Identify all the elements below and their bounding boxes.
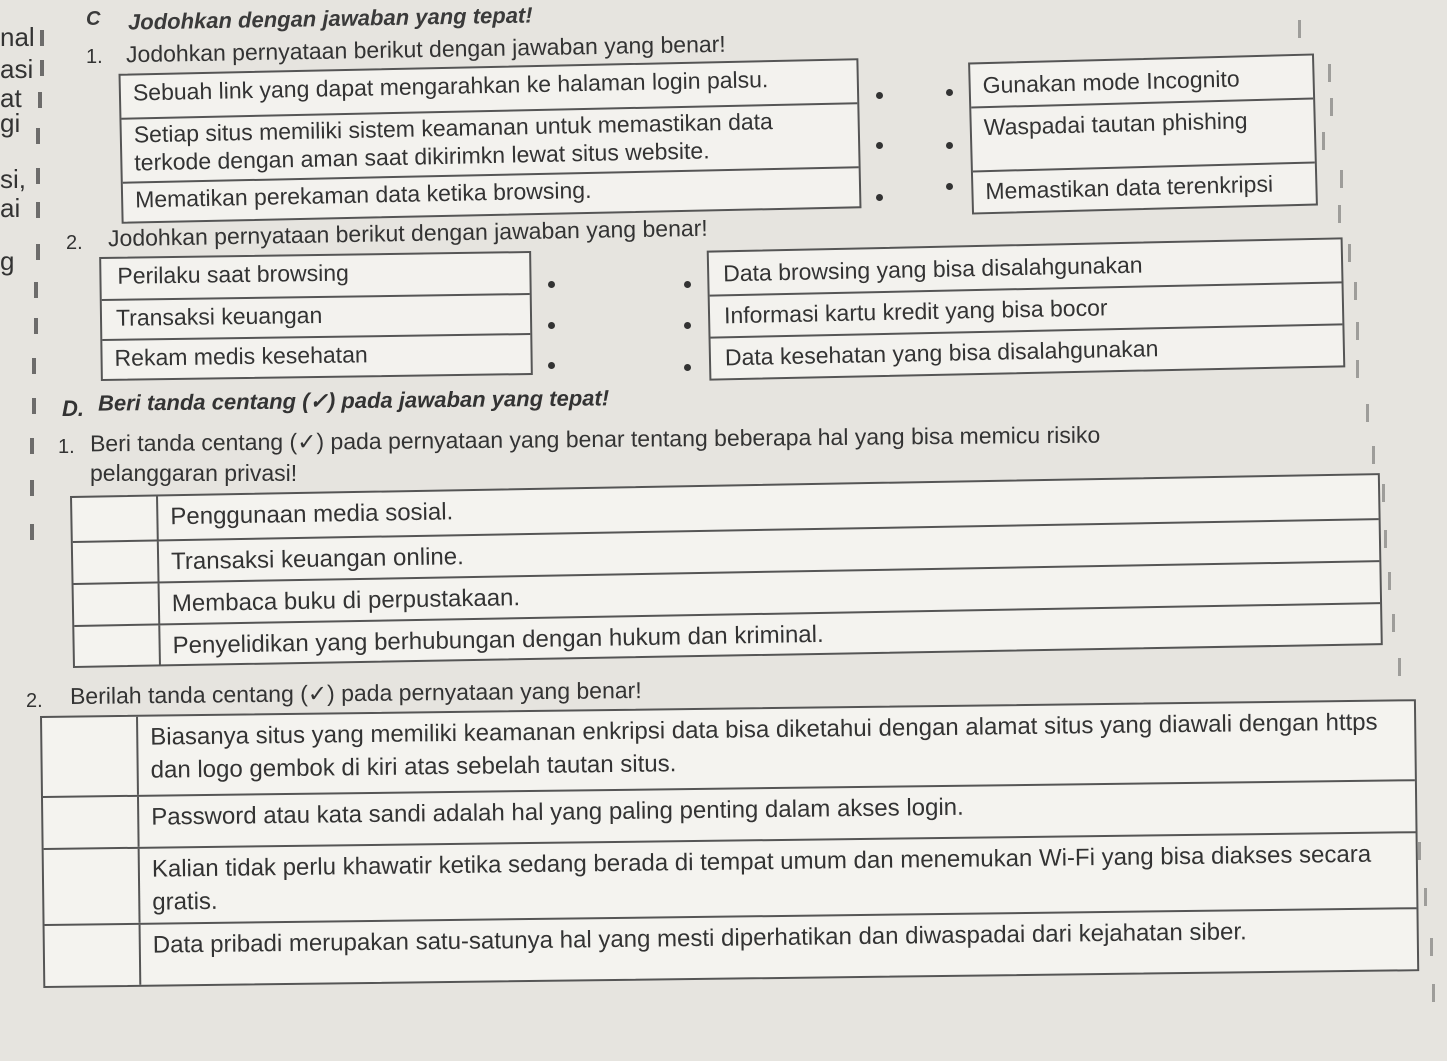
- match-dot[interactable]: [684, 281, 691, 288]
- gutter-mark: [32, 358, 36, 374]
- matching-left-item: Mematikan perekaman data ketika browsing.: [134, 176, 592, 213]
- edge-mark: [1356, 322, 1359, 340]
- matching-left-item: Rekam medis kesehatan: [114, 341, 368, 371]
- checklist-table: [70, 473, 1383, 668]
- question-instruction-cont: pelanggaran privasi!: [90, 460, 298, 486]
- statement-text: Penyelidikan yang berhubungan dengan hukum dan kriminal.: [172, 620, 824, 660]
- margin-fragment: at: [0, 83, 22, 113]
- question-number: 2.: [26, 690, 43, 712]
- statement-text: Data pribadi merupakan satu-satunya hal yang mesti diperhatikan dan diwaspadai dari kejahatan siber.: [152, 918, 1247, 959]
- matching-right-item: Data kesehatan yang bisa disalahgunakan: [724, 335, 1159, 371]
- match-dot[interactable]: [946, 183, 953, 190]
- margin-fragment: g: [0, 246, 15, 276]
- statement-text: Penggunaan media sosial.: [170, 498, 454, 531]
- gutter-mark: [38, 92, 42, 108]
- matching-left-box: [119, 58, 862, 223]
- gutter-mark: [36, 128, 40, 144]
- checkbox-cell[interactable]: [74, 625, 161, 665]
- statement-text: Password atau kata sandi adalah hal yang paling penting dalam akses login.: [151, 793, 964, 831]
- checkbox-cell[interactable]: [42, 717, 139, 796]
- edge-mark: [1424, 888, 1427, 906]
- edge-mark: [1388, 572, 1391, 590]
- matching-right-item: Gunakan mode Incognito: [970, 56, 1313, 109]
- section-letter: D.: [62, 396, 84, 421]
- match-dot[interactable]: [548, 362, 555, 369]
- question-instruction: Beri tanda centang (✓) pada pernyataan yang benar tentang beberapa hal yang bisa memicu risiko: [89, 421, 1101, 457]
- match-dot[interactable]: [946, 89, 953, 96]
- question-number: 1.: [58, 436, 75, 458]
- matching-right-item: Informasi kartu kredit yang bisa bocor: [710, 283, 1343, 338]
- gutter-mark: [30, 480, 34, 496]
- matching-right-item: Waspadai tautan phishing: [971, 100, 1315, 173]
- gutter-mark: [40, 60, 44, 76]
- edge-mark: [1348, 244, 1351, 262]
- section-title: Beri tanda centang (✓) pada jawaban yang tepat!: [97, 385, 610, 416]
- edge-mark: [1372, 446, 1375, 464]
- matching-left-item: Sebuah link yang dapat mengarahkan ke halaman login palsu.: [121, 60, 858, 119]
- edge-mark: [1384, 530, 1387, 548]
- margin-fragment: si,: [0, 164, 26, 194]
- question-instruction: Jodohkan pernyataan berikut dengan jawaban yang benar!: [107, 214, 708, 252]
- statement-text: Transaksi keuangan online.: [170, 543, 464, 576]
- gutter-mark: [40, 30, 44, 46]
- matching-left-box: [99, 251, 533, 381]
- gutter-mark: [32, 398, 36, 414]
- edge-mark: [1338, 205, 1341, 223]
- question-instruction: Jodohkan pernyataan berikut dengan jawaban yang benar!: [125, 30, 726, 68]
- edge-mark: [1392, 614, 1395, 632]
- matching-left-item: Setiap situs memiliki sistem keamanan untuk memastikan data terkode dengan aman saat dikirimkn lewat situs website.: [121, 104, 858, 183]
- checklist-table: [40, 699, 1419, 988]
- statement-text: Kalian tidak perlu khawatir ketika sedang berada di tempat umum dan menemukan Wi-Fi yang bisa diakses secara gratis.: [151, 840, 1372, 916]
- question-number: 2.: [66, 232, 83, 254]
- match-dot[interactable]: [684, 322, 691, 329]
- edge-mark: [1330, 98, 1333, 116]
- edge-mark: [1298, 20, 1301, 38]
- checkbox-cell[interactable]: [72, 496, 159, 540]
- edge-mark: [1340, 170, 1343, 188]
- statement-text: Biasanya situs yang memiliki keamanan enkripsi data bisa diketahui dengan alamat situs yang diawali dengan https dan logo gembok di kiri atas sebelah tautan situs.: [150, 708, 1378, 784]
- edge-mark: [1382, 484, 1385, 502]
- matching-left-item: Perilaku saat browsing: [101, 253, 530, 301]
- gutter-mark: [30, 438, 34, 454]
- checkbox-cell[interactable]: [45, 925, 142, 986]
- edge-mark: [1418, 842, 1421, 860]
- matching-right-box: [968, 53, 1318, 214]
- edge-mark: [1398, 658, 1401, 676]
- margin-fragment: gi: [0, 108, 21, 138]
- matching-right-item: Memastikan data terenkripsi: [985, 170, 1274, 205]
- edge-mark: [1366, 404, 1369, 422]
- margin-fragment: asi: [0, 54, 34, 84]
- matching-right-box: [707, 237, 1346, 380]
- edge-mark: [1322, 132, 1325, 150]
- match-dot[interactable]: [548, 322, 555, 329]
- match-dot[interactable]: [876, 142, 883, 149]
- checkbox-cell[interactable]: [43, 797, 140, 848]
- edge-mark: [1328, 64, 1331, 82]
- edge-mark: [1432, 984, 1435, 1002]
- gutter-mark: [36, 202, 40, 218]
- gutter-mark: [34, 282, 38, 298]
- margin-fragment: ai: [0, 193, 21, 223]
- question-number: 1.: [86, 46, 103, 68]
- matching-right-item: Data browsing yang bisa disalahgunakan: [709, 239, 1342, 296]
- match-dot[interactable]: [548, 281, 555, 288]
- section-title: Jodohkan dengan jawaban yang tepat!: [127, 2, 533, 35]
- gutter-mark: [30, 524, 34, 540]
- match-dot[interactable]: [876, 194, 883, 201]
- section-letter: C: [86, 8, 101, 30]
- gutter-mark: [36, 168, 40, 184]
- match-dot[interactable]: [946, 142, 953, 149]
- checkbox-cell[interactable]: [44, 849, 141, 924]
- edge-mark: [1430, 938, 1433, 956]
- question-instruction: Berilah tanda centang (✓) pada pernyataan yang benar!: [69, 677, 642, 709]
- edge-mark: [1354, 282, 1357, 300]
- checkbox-cell[interactable]: [74, 583, 161, 624]
- checkbox-cell[interactable]: [73, 541, 160, 582]
- match-dot[interactable]: [684, 364, 691, 371]
- statement-text: Membaca buku di perpustakaan.: [171, 584, 521, 618]
- margin-fragment: nal: [0, 22, 35, 52]
- edge-mark: [1356, 360, 1359, 378]
- gutter-mark: [36, 244, 40, 260]
- match-dot[interactable]: [876, 92, 883, 99]
- matching-left-item: Transaksi keuangan: [102, 295, 531, 341]
- gutter-mark: [34, 318, 38, 334]
